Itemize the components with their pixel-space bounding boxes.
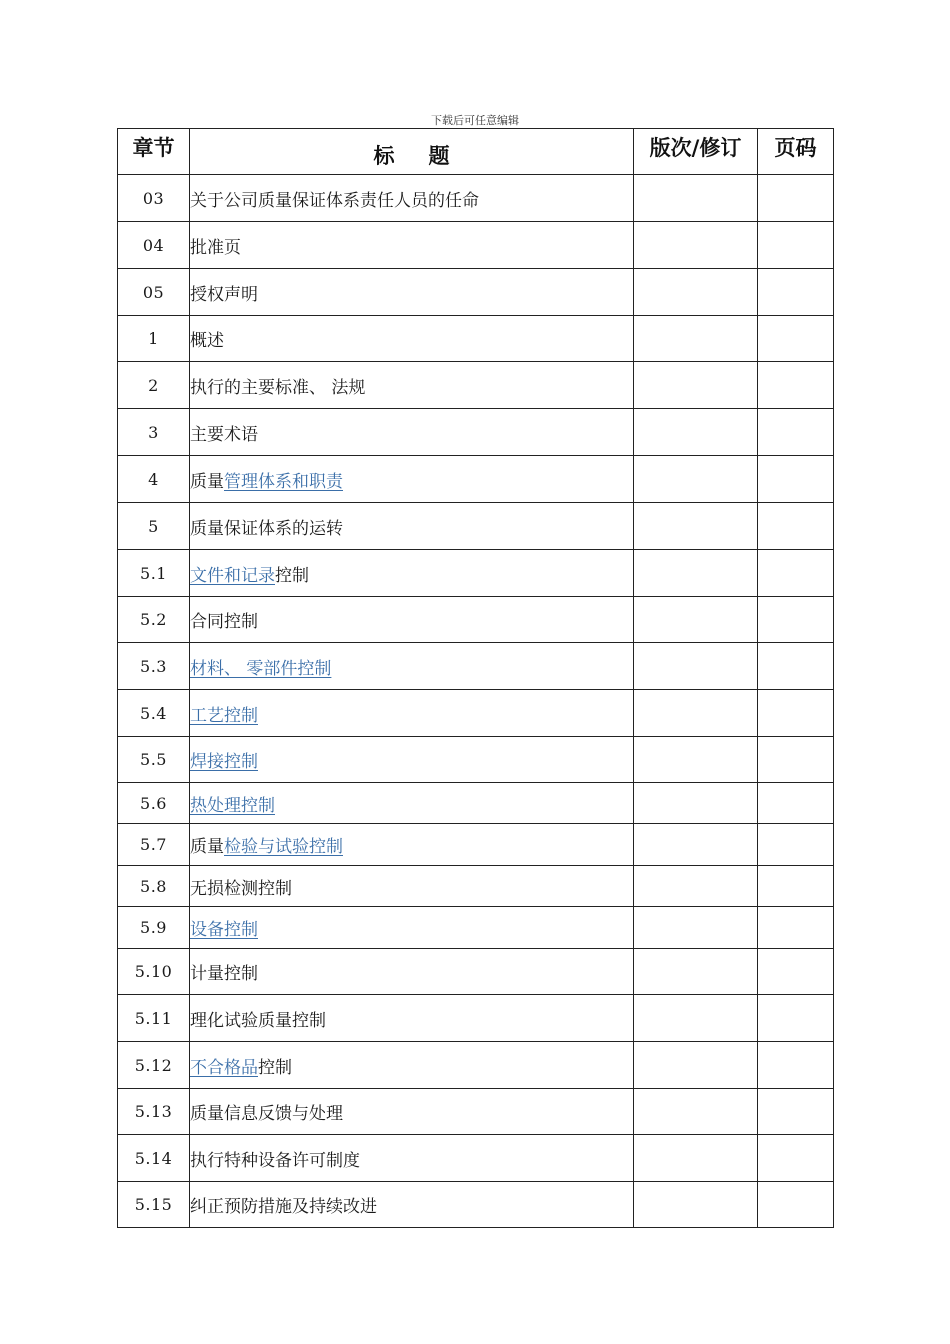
table-row [118,866,834,907]
version-cell [634,456,758,503]
version-cell [634,316,758,362]
section-title-link[interactable]: 检验与试验控制 [224,837,343,857]
chapter-number: 5.13 [118,1089,190,1135]
chapter-number: 5.2 [118,597,190,643]
section-title-text: 无损检测控制 [190,878,292,899]
version-cell [634,643,758,690]
section-title-link[interactable]: 工艺控制 [190,705,258,726]
version-column-header [634,129,758,175]
table-row [118,907,834,949]
version-cell [634,597,758,643]
section-title-link[interactable]: 管理体系和职责 [224,471,343,492]
section-title-text: 质量 [190,471,224,492]
version-cell [634,1135,758,1182]
page-cell [758,643,834,690]
section-title-text: 控制 [258,1057,292,1078]
chapter-number: 5.3 [118,643,190,690]
chapter-number: 5.5 [118,737,190,783]
page-cell [758,362,834,409]
chapter-number: 3 [118,409,190,456]
section-title [190,866,634,907]
table-row [118,597,834,643]
section-title-text: 质量保证体系的运转 [190,518,343,539]
section-title-text: 执行特种设备许可制度 [190,1150,360,1171]
version-cell [634,907,758,949]
section-title [190,737,634,783]
table-row [118,783,834,824]
page-cell [758,866,834,907]
table-row [118,456,834,503]
page-cell [758,690,834,737]
version-cell [634,690,758,737]
section-title [190,783,634,824]
section-title [190,269,634,316]
page-cell [758,222,834,269]
section-title [190,643,634,690]
version-cell [634,503,758,550]
version-cell [634,995,758,1042]
section-title-link[interactable]: 不合格品 [190,1057,258,1078]
section-title [190,824,634,866]
chapter-number: 5 [118,503,190,550]
section-title-link[interactable]: 设备控制 [190,920,258,940]
table-row [118,643,834,690]
table-row [118,550,834,597]
section-title [190,597,634,643]
section-title [190,409,634,456]
chapter-number: 5.12 [118,1042,190,1089]
table-row [118,175,834,222]
chapter-number: 5.11 [118,995,190,1042]
section-title-link[interactable]: 热处理控制 [190,795,275,816]
section-title-link[interactable]: 材料、 零部件控制 [190,658,332,679]
table-row [118,362,834,409]
section-title [190,1182,634,1228]
page-cell [758,269,834,316]
section-title-link[interactable]: 焊接控制 [190,752,258,772]
version-cell [634,737,758,783]
section-title-text: 纠正预防措施及持续改进 [190,1197,377,1217]
section-title-text: 授权声明 [190,284,258,305]
page-cell [758,737,834,783]
section-title [190,1042,634,1089]
section-title-text: 质量信息反馈与处理 [190,1104,343,1124]
section-title [190,316,634,362]
section-title [190,1135,634,1182]
page-cell [758,456,834,503]
section-title [190,362,634,409]
version-cell [634,362,758,409]
section-title-text: 执行的主要标准、 法规 [190,377,366,398]
page-cell [758,783,834,824]
section-title [190,456,634,503]
chapter-number: 1 [118,316,190,362]
page-cell [758,1135,834,1182]
version-cell [634,824,758,866]
version-cell [634,269,758,316]
table-of-contents [117,128,834,1228]
page-cell [758,1089,834,1135]
table-row [118,690,834,737]
version-cell [634,550,758,597]
page-cell [758,597,834,643]
title-column-header [190,129,634,175]
chapter-number: 04 [118,222,190,269]
section-title [190,995,634,1042]
page-cell [758,503,834,550]
page-cell [758,995,834,1042]
table-row [118,409,834,456]
section-title-text: 概述 [190,331,224,351]
chapter-number: 5.8 [118,866,190,907]
page-cell [758,409,834,456]
section-title [190,690,634,737]
section-title [190,175,634,222]
version-cell [634,175,758,222]
section-title-text: 控制 [275,565,309,586]
section-title [190,550,634,597]
chapter-number: 5.4 [118,690,190,737]
version-cell [634,949,758,995]
chapter-number: 03 [118,175,190,222]
page-cell [758,550,834,597]
version-cell [634,783,758,824]
section-title-text: 批准页 [190,237,241,258]
chapter-number: 4 [118,456,190,503]
table-row [118,949,834,995]
page-cell [758,316,834,362]
version-cell [634,1042,758,1089]
section-title-text: 理化试验质量控制 [190,1010,326,1031]
chapter-number: 5.15 [118,1182,190,1228]
section-title-text: 主要术语 [190,424,258,445]
section-title-text: 合同控制 [190,612,258,632]
chapter-header-label: 章节 [132,135,175,160]
page-cell [758,175,834,222]
version-cell [634,1089,758,1135]
section-title [190,503,634,550]
chapter-column-header [118,129,190,175]
table-row [118,503,834,550]
table-row [118,269,834,316]
table-row [118,1089,834,1135]
version-cell [634,222,758,269]
header-row [118,129,834,175]
table-row [118,1042,834,1089]
chapter-number: 5.1 [118,550,190,597]
chapter-number: 5.6 [118,783,190,824]
table-row [118,316,834,362]
page-cell [758,1182,834,1228]
table-row [118,1135,834,1182]
chapter-number: 5.7 [118,824,190,866]
chapter-number: 2 [118,362,190,409]
page-cell [758,1042,834,1089]
chapter-number: 5.14 [118,1135,190,1182]
chapter-number: 5.9 [118,907,190,949]
toc-body [118,175,834,1228]
page-cell [758,824,834,866]
table-row [118,824,834,866]
table-row [118,737,834,783]
section-title [190,1089,634,1135]
version-cell [634,409,758,456]
chapter-number: 05 [118,269,190,316]
section-title-text: 质量 [190,837,224,857]
table-row [118,222,834,269]
section-title [190,907,634,949]
version-cell [634,866,758,907]
table-row [118,1182,834,1228]
page-cell [758,949,834,995]
title-header-label: 标题 [373,143,484,168]
version-cell [634,1182,758,1228]
version-header-label: 版次/修订 [649,135,742,160]
section-title-text: 计量控制 [190,964,258,984]
table-row [118,995,834,1042]
page-column-header [758,129,834,175]
section-title-text: 关于公司质量保证体系责任人员的任命 [190,190,479,211]
header-note: 下载后可任意编辑 [431,114,519,127]
page-header-label: 页码 [774,135,817,160]
page-cell [758,907,834,949]
chapter-number: 5.10 [118,949,190,995]
section-title [190,949,634,995]
section-title-link[interactable]: 文件和记录 [190,565,275,586]
section-title [190,222,634,269]
